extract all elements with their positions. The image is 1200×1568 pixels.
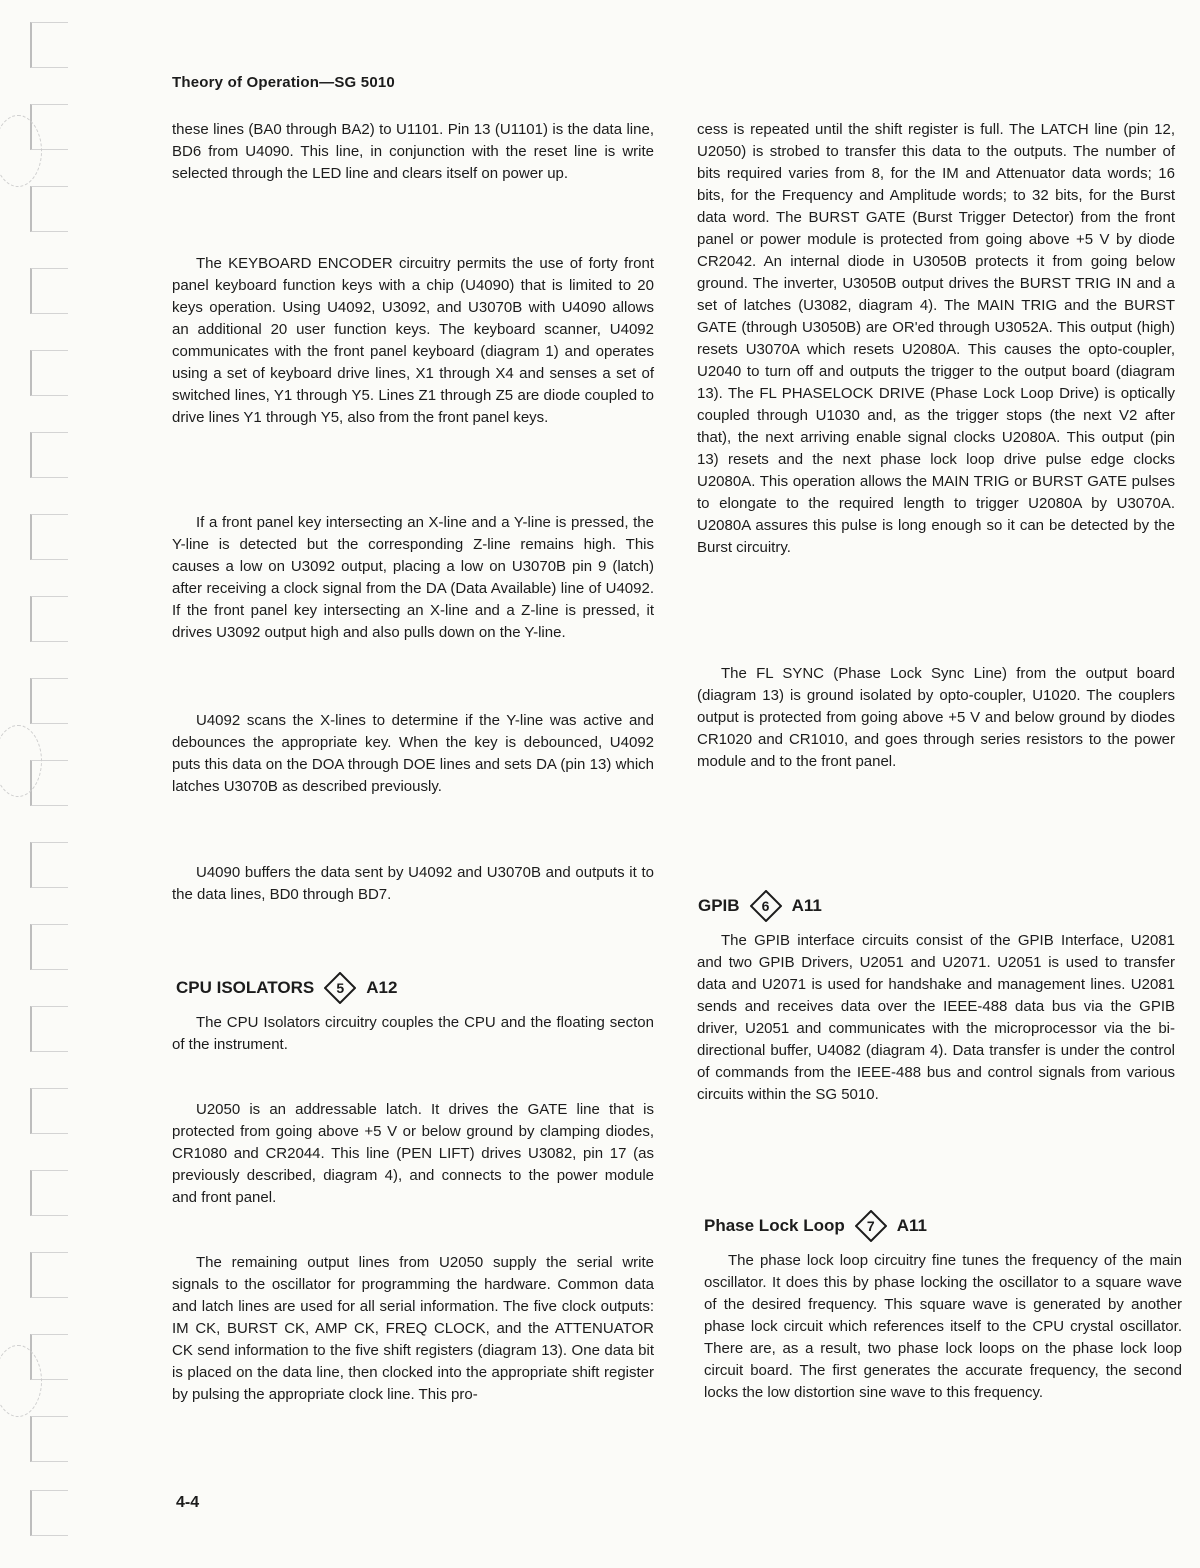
binder-mark (30, 1006, 68, 1052)
left-column-block (172, 862, 654, 906)
binder-mark (30, 186, 68, 232)
binder-mark (30, 432, 68, 478)
paragraph: The KEYBOARD ENCODER circuitry permits the use of forty front panel keyboard function keys with a chip (U4090) that is limited to 20 keys operation. Using U4092, U3092, and U3070B with U4090 allows an additional 20 user function keys. The keyboard scanner, U4092 communicates with the front panel keyboard (diagram 1) and operates using a set of keyboard drive lines, X1 through X4 and senses a set of switched lines, Y1 through Y5. Lines Z1 through Z5 are diode coupled to drive lines Y1 through Y5, also from the front panel keys. (172, 255, 654, 426)
section-title: Phase Lock Loop (704, 1216, 845, 1235)
right-column-block (697, 930, 1175, 1106)
binder-mark (30, 924, 68, 970)
page-number: 4-4 (176, 1494, 200, 1511)
binder-mark (30, 350, 68, 396)
left-column-block (172, 1252, 654, 1406)
diagram-number-diamond-icon (750, 890, 782, 922)
paragraph: these lines (BA0 through BA2) to U1101. Pin 13 (U1101) is the data line, BD6 from U4090. This line, in conjunction with the reset line is write selected through the LED line and clears itself on power up. (172, 121, 654, 182)
right-column-block (697, 119, 1175, 559)
left-column-block (172, 253, 654, 429)
binder-mark (30, 1088, 68, 1134)
binder-mark (30, 268, 68, 314)
paragraph: The CPU Isolators circuitry couples the CPU and the floating secton of the instrument. (172, 1014, 654, 1053)
binder-mark (30, 1252, 68, 1298)
left-column-block (172, 512, 654, 644)
paragraph: cess is repeated until the shift register is full. The LATCH line (pin 12, U2050) is strobed to transfer this data to the outputs. The number of bits required varies from 8, for the IM and Attenuator data words; 16 bits, for the Frequency and Amplitude words; to 32 bits, for the Burst data word. The BURST GATE (Burst Trigger Detector) from the front panel or power module is protected from going above +5 V by diode CR2042. An internal diode in U3050B protects it from going below ground. The inverter, U3050B output drives the BURST TRIG IN and a set of latches (U3082, diagram 4). The MAIN TRIG and the BURST GATE (through U3050B) are OR'ed through U3052A. This output (high) resets U3070A which resets U2080A. This causes the opto-coupler, U2040 to turn off and outputs the trigger to the output board (diagram 13). The FL PHASELOCK DRIVE (Phase Lock Loop Drive) is optically coupled through U1030 and, as the trigger stops (the next V2 after that), the next arriving enable signal clocks U2080A. This output (pin 13) resets and the next phase lock loop drive pulse edge clocks U2080A. This operation allows the MAIN TRIG or BURST GATE pulses to elongate to the required length to trigger U2080A by U3070A. U2080A assures this pulse is long enough so it can be detected by the Burst circuitry. (697, 121, 1175, 556)
running-head: Theory of Operation—SG 5010 (172, 74, 395, 91)
section-title: CPU ISOLATORS (176, 978, 315, 997)
diagram-number: 6 (761, 898, 770, 914)
section-heading-cpu-isolators (176, 972, 397, 1004)
binder-mark (30, 514, 68, 560)
paragraph: The phase lock loop circuitry fine tunes the frequency of the main oscillator. It does this by phase locking the oscillator to a square wave of the desired frequency. This square wave is generated by another phase lock circuit which references itself to the CPU crystal oscillator. There are, as a result, two phase lock loops on the phase lock loop circuit board. The first generates the accurate frequency, the second locks the low distortion sine wave to this frequency. (704, 1252, 1182, 1401)
binder-mark (30, 678, 68, 724)
paragraph: U4092 scans the X-lines to determine if the Y-line was active and debounces the appropriate key. When the key is debounced, U4092 puts this data on the DOA through DOE lines and sets DA (pin 13) which latches U3070B as described previously. (172, 712, 654, 795)
binder-mark (30, 1490, 68, 1536)
left-column-block (172, 710, 654, 798)
paragraph: The remaining output lines from U2050 supply the serial write signals to the oscillator for programming the hardware. Common data and latch lines are used for all serial information. The five clock outputs: IM CK, BURST CK, AMP CK, FREQ CLOCK, and the ATTENUATOR CK send information to the five shift registers (diagram 13). One data bit is placed on the data line, then clocked into the appropriate shift register by pulsing the appropriate clock line. This pro- (172, 1254, 654, 1403)
binder-mark (30, 1170, 68, 1216)
board-id: A11 (896, 1216, 927, 1235)
board-id: A11 (791, 896, 822, 915)
binder-mark (30, 1416, 68, 1462)
paragraph: U2050 is an addressable latch. It drives the GATE line that is protected from going above +5 V or below ground by clamping diodes, CR1080 and CR2044. This line (PEN LIFT) drives U3082, pin 17 (as previously described, diagram 4), and connects to the power module and front panel. (172, 1101, 654, 1206)
diagram-number-diamond-icon (855, 1210, 887, 1242)
binder-mark (30, 842, 68, 888)
binder-mark (30, 22, 68, 68)
board-id: A12 (366, 978, 398, 997)
paragraph: The GPIB interface circuits consist of the GPIB Interface, U2081 and two GPIB Drivers, U2051 and U2071. U2051 is used to transfer data and U2071 is used for handshake and management lines. U2081 sends and receives data over the IEEE-488 data bus via the GPIB driver, U2051 and communicates with the microprocessor via the bi-directional buffer, U4082 (diagram 4). Data transfer is under the control of commands from the IEEE-488 bus and control signals from various circuits within the SG 5010. (697, 932, 1175, 1103)
left-column (172, 119, 654, 185)
diagram-number: 7 (866, 1218, 875, 1234)
right-column-block (704, 1250, 1182, 1404)
section-heading-gpib (698, 890, 822, 922)
section-title: GPIB (698, 896, 740, 915)
left-column-block (172, 1012, 654, 1056)
diagram-number: 5 (336, 980, 345, 996)
right-column-block (697, 663, 1175, 773)
punch-hole (0, 1345, 42, 1417)
left-column-block (172, 1099, 654, 1209)
section-heading-phase-lock-loop (704, 1210, 927, 1242)
paragraph: The FL SYNC (Phase Lock Sync Line) from the output board (diagram 13) is ground isolated by opto-coupler, U1020. The couplers output is protected from going above +5 V and below ground by diodes CR1020 and CR1010, and goes through series resistors to the power module and to the front panel. (697, 665, 1175, 770)
punch-hole (0, 115, 42, 187)
diagram-number-diamond-icon (324, 972, 356, 1004)
paragraph: U4090 buffers the data sent by U4092 and U3070B and outputs it to the data lines, BD0 through BD7. (172, 864, 654, 903)
paragraph: If a front panel key intersecting an X-line and a Y-line is pressed, the Y-line is detected but the corresponding Z-line remains high. This causes a low on U3092 output, placing a low on U3070B pin 9 (latch) after receiving a clock signal from the DA (Data Available) line of U4092. If the front panel key intersecting an X-line and a Z-line is pressed, it drives U3092 output high and also pulls down on the Y-line. (172, 514, 654, 641)
binder-mark (30, 596, 68, 642)
